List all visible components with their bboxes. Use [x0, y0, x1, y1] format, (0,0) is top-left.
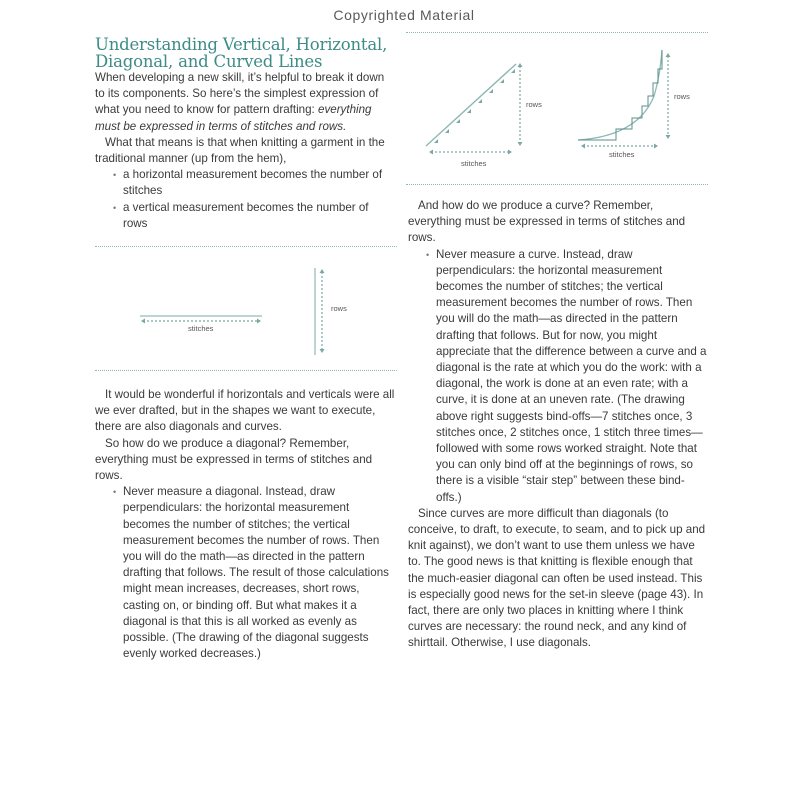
- diagonal-bullets: [95, 484, 395, 662]
- left-column: [95, 36, 395, 232]
- divider-rule: [406, 32, 708, 33]
- bullet-horizontal: • a horizontal measurement becomes the number of stitches: [123, 167, 395, 199]
- intro-emphasis: everything must be expressed in terms of stitches and rows.: [95, 103, 372, 133]
- diagonal-paragraph: So how do we produce a diagonal? Remember, everything must be expressed in terms of stitches and rows.: [95, 436, 373, 483]
- divider-rule: [95, 370, 397, 371]
- divider-rule: [406, 184, 708, 185]
- curve-stitches-label: stitches: [609, 150, 635, 159]
- since-curves-paragraph: Since curves are more difficult than diagonals (to conceive, to draft, to execute, to seam, and to pick up and knit against), we don’t want to use them unless we have to. The good news is that knitting is flexible enough that the much-easier diagonal can often be used instead. This is especially good news for the set-in sleeve (page 43). In fact, there are only two places in knitting where I think curves are necessary: the round neck, and any kind of shirttail. Otherwise, I use diagonals.: [408, 506, 706, 650]
- means-paragraph: What that means is that when knitting a garment in the traditional manner (up from the hem),: [95, 135, 385, 166]
- stitches-label: stitches: [188, 324, 214, 333]
- diagonal-curve-figure: [406, 36, 708, 181]
- diagonal-rows-label: rows: [526, 100, 542, 109]
- diagonal-curve-diagram-icon: [406, 36, 708, 181]
- curve-bullets: [408, 247, 708, 506]
- bullet-never-measure-curve: • Never measure a curve. Instead, draw perpendiculars: the horizontal measurement becomes the number of stitches; the vertical measurement becomes the number of rows. Then you will do the math—as directed in the pattern drafting that follows. But for now, you might appreciate that the difference between a curve and a diagonal is the rate at which you do the work: with a diagonal, the work is done at an even rate; with a curve, it is done at an uneven rate. (The drawing above right suggests bind-offs—7 stitches once, 3 stitches once, 2 stitches once, 1 stitch three times—followed with some rows worked straight. Note that you can only bind off at the beginnings of rows, so there is a visible “stair step” between these bind-offs.): [436, 247, 708, 506]
- bullet-vertical: • a vertical measurement becomes the number of rows: [123, 200, 395, 232]
- intro-paragraph: When developing a new skill, it’s helpful to break it down to its components. So here’s the simplest expression of what you need to know for pattern drafting: everything must be expressed in terms of stitches and rows.: [95, 71, 385, 133]
- rows-label: rows: [331, 304, 347, 313]
- wonderful-paragraph: It would be wonderful if horizontals and verticals were all we ever drafted, but in the shapes we want to execute, there are also diagonals and curves.: [95, 388, 395, 434]
- copyright-watermark: Copyrighted Material: [333, 7, 475, 23]
- curve-paragraph: And how do we produce a curve? Remember, everything must be expressed in terms of stitches and rows.: [408, 199, 686, 245]
- right-column: [408, 198, 708, 652]
- horizontal-vertical-diagram-icon: [95, 250, 397, 365]
- measurement-bullets: [95, 167, 395, 232]
- divider-rule: [95, 246, 397, 247]
- horizontal-vertical-figure: [95, 250, 397, 365]
- section-heading: Understanding Vertical, Horizontal, Diagonal, and Curved Lines: [95, 35, 388, 71]
- bullet-never-measure-diagonal: • Never measure a diagonal. Instead, draw perpendiculars: the horizontal measurement becomes the number of stitches; the vertical measurement becomes the number of rows. Then you will do the math—as directed in the pattern drafting that follows. The result of those calculations might mean increases, decreases, short rows, casting on, or binding off. But what makes it a diagonal is that this is all worked as evenly as possible. (The drawing of the diagonal suggests evenly worked decreases.): [123, 484, 395, 662]
- diagonal-stitches-label: stitches: [461, 159, 487, 168]
- left-column-lower: [95, 387, 395, 662]
- curve-rows-label: rows: [674, 92, 690, 101]
